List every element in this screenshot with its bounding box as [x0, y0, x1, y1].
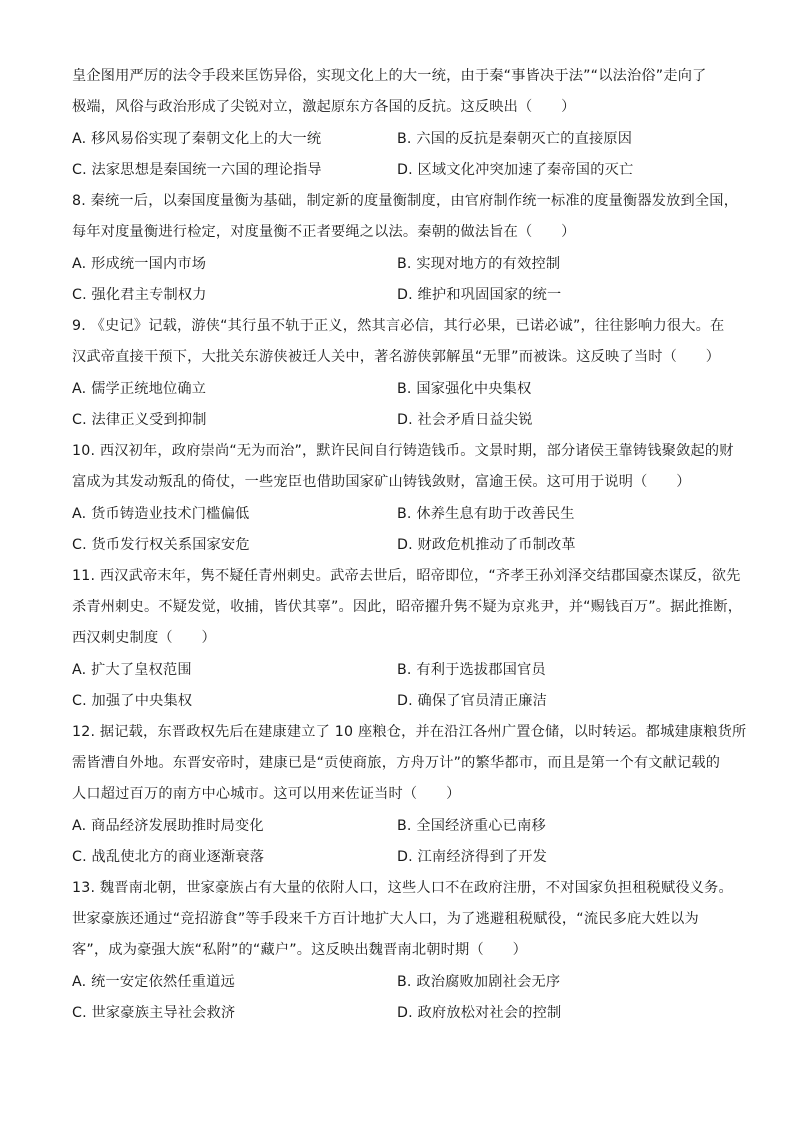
question-7-stem-line-1: 皇企图用严厉的法令手段来匡饬异俗，实现文化上的大一统，由于秦“事皆决于法”“以法治俗”走向了	[72, 68, 707, 84]
question-9-option-a[interactable]: A. 儒学正统地位确立	[72, 381, 207, 397]
question-13-stem-line-1: 13. 魏晋南北朝，世家豪族占有大量的依附人口，这些人口不在政府注册，不对国家负担租税赋役义务。	[72, 880, 733, 896]
question-12-stem-line-3: 人口超过百万的南方中心城市。这可以用来佐证当时（ ）	[72, 786, 461, 802]
question-12-option-d[interactable]: D. 江南经济得到了开发	[397, 849, 548, 865]
question-10-stem-line-1: 10. 西汉初年，政府崇尚“无为而治”，默许民间自行铸造钱币。文景时期，部分诸侯王靠铸钱聚敛起的财	[72, 443, 734, 459]
question-9-option-c[interactable]: C. 法律正义受到抑制	[72, 412, 207, 428]
question-11-option-b[interactable]: B. 有利于选拔郡国官员	[397, 662, 546, 678]
question-7-option-c[interactable]: C. 法家思想是秦国统一六国的理论指导	[72, 162, 322, 178]
question-8-option-b[interactable]: B. 实现对地方的有效控制	[397, 256, 561, 272]
question-12-stem-line-2: 需皆漕自外地。东晋安帝时，建康已是“贡使商旅，方舟万计”的繁华都市，而且是第一个有文献记载的	[72, 755, 721, 771]
question-9-stem-line-2: 汉武帝直接干预下，大批关东游侠被迁人关中，著名游侠郭解虽“无罪”而被诛。这反映了当时（ ）	[72, 349, 721, 365]
question-12-option-a[interactable]: A. 商品经济发展助推时局变化	[72, 818, 264, 834]
question-11-stem-line-3: 西汉刺史制度（ ）	[72, 630, 216, 646]
question-13-stem-line-2: 世家豪族还通过“竞招游食”等手段来千方百计地扩大人口，为了逃避租税赋役，“流民多庇大姓以为	[72, 911, 699, 927]
question-8-stem-line-1: 8. 秦统一后，以秦国度量衡为基础，制定新的度量衡制度，由官府制作统一标准的度量衡器发放到全国，	[72, 193, 739, 209]
question-8-stem-line-2: 每年对度量衡进行检定，对度量衡不正者要绳之以法。秦朝的做法旨在（ ）	[72, 224, 576, 240]
question-8-option-a[interactable]: A. 形成统一国内市场	[72, 256, 207, 272]
question-10-option-d[interactable]: D. 财政危机推动了币制改革	[397, 537, 576, 553]
question-10-option-a[interactable]: A. 货币铸造业技术门槛偏低	[72, 506, 250, 522]
question-13-stem-line-3: 客”，成为豪强大族“私附”的“藏户”。这反映出魏晋南北朝时期（ ）	[72, 942, 527, 958]
question-9-option-d[interactable]: D. 社会矛盾日益尖锐	[397, 412, 533, 428]
question-11-stem-line-1: 11. 西汉武帝末年，隽不疑任青州刺史。武帝去世后，昭帝即位，“齐孝王孙刘泽交结郡国豪杰谋反，欲先	[72, 568, 741, 584]
question-11-option-d[interactable]: D. 确保了官员清正廉洁	[397, 693, 548, 709]
question-13-option-c[interactable]: C. 世家豪族主导社会救济	[72, 1005, 236, 1021]
question-11-option-a[interactable]: A. 扩大了皇权范围	[72, 662, 192, 678]
question-7-option-a[interactable]: A. 移风易俗实现了秦朝文化上的大一统	[72, 131, 322, 147]
question-8-option-c[interactable]: C. 强化君主专制权力	[72, 287, 207, 303]
question-10-option-b[interactable]: B. 休养生息有助于改善民生	[397, 506, 575, 522]
question-8-option-d[interactable]: D. 维护和巩固国家的统一	[397, 287, 562, 303]
question-13-option-b[interactable]: B. 政治腐败加剧社会无序	[397, 974, 561, 990]
question-13-option-a[interactable]: A. 统一安定依然任重道远	[72, 974, 235, 990]
question-12-option-c[interactable]: C. 战乱使北方的商业逐渐衰落	[72, 849, 265, 865]
question-9-stem-line-1: 9. 《史记》记载，游侠“其行虽不轨于正义，然其言必信，其行必果，已诺必诚”，往往影响力很大。在	[72, 318, 725, 334]
question-11-option-c[interactable]: C. 加强了中央集权	[72, 693, 193, 709]
question-7-option-d[interactable]: D. 区域文化冲突加速了秦帝国的灭亡	[397, 162, 634, 178]
question-7-option-b[interactable]: B. 六国的反抗是秦朝灭亡的直接原因	[397, 131, 633, 147]
question-10-stem-line-2: 富成为其发动叛乱的倚仗，一些宠臣也借助国家矿山铸钱敛财，富逾王侯。这可用于说明（ ）	[72, 474, 691, 490]
question-11-stem-line-2: 杀青州刺史。不疑发觉，收捕，皆伏其辜”。因此，昭帝擢升隽不疑为京兆尹，并“赐钱百万”。据此推断，	[72, 599, 743, 615]
question-12-option-b[interactable]: B. 全国经济重心已南移	[397, 818, 546, 834]
question-13-option-d[interactable]: D. 政府放松对社会的控制	[397, 1005, 562, 1021]
question-7-stem-line-2: 极端，风俗与政治形成了尖锐对立，激起原东方各国的反抗。这反映出（ ）	[72, 99, 576, 115]
question-12-stem-line-1: 12. 据记载，东晋政权先后在建康建立了 10 座粮仓，并在沿江各州广置仓储，以时转运。都城建康粮货所	[72, 724, 747, 740]
question-9-option-b[interactable]: B. 国家强化中央集权	[397, 381, 532, 397]
question-10-option-c[interactable]: C. 货币发行权关系国家安危	[72, 537, 250, 553]
